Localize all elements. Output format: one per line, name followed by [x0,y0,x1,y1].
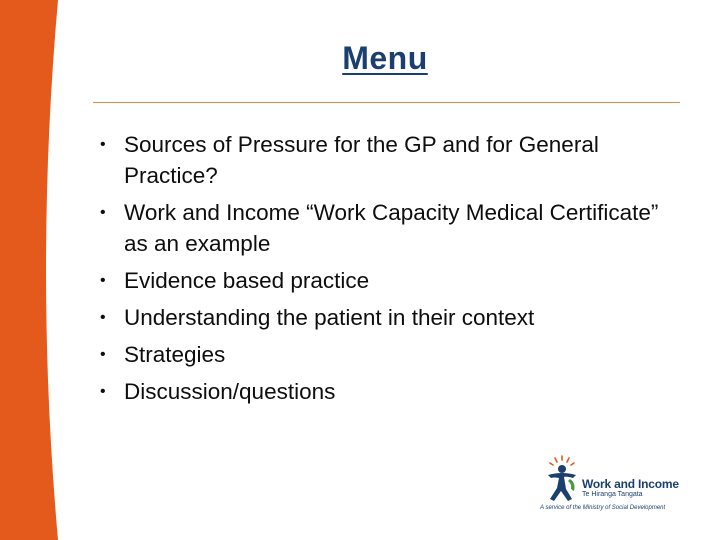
bullet-item [100,339,660,370]
orange-side-band [0,0,58,540]
bullet-text: Sources of Pressure for the GP and for General Practice? [124,132,599,188]
bullet-icon: • [100,136,106,153]
bullet-text: Strategies [124,342,226,367]
bullet-item [100,302,660,333]
bullet-item [100,197,660,259]
work-and-income-logo-icon [540,453,580,505]
logo-maori-name: Te Hiranga Tangata [582,491,643,498]
bullet-icon: • [100,383,106,400]
bullet-text: Evidence based practice [124,268,370,293]
bullet-icon: • [100,309,106,326]
work-and-income-logo [540,453,690,515]
bullet-icon: • [100,346,106,363]
bullet-list [100,129,660,413]
bullet-icon: • [100,272,106,289]
bullet-item [100,265,660,296]
bullet-item [100,376,660,407]
slide-title: Menu [342,40,428,76]
bullet-text: Understanding the patient in their context [124,305,535,330]
logo-tagline: A service of the Ministry of Social Development [540,505,666,511]
logo-brand-text: Work and Income [582,477,679,491]
bullet-item [100,129,660,191]
bullet-text: Work and Income “Work Capacity Medical Certificate” as an example [124,200,659,256]
bullet-icon: • [100,204,106,221]
title-divider [93,102,680,103]
bullet-text: Discussion/questions [124,379,336,404]
